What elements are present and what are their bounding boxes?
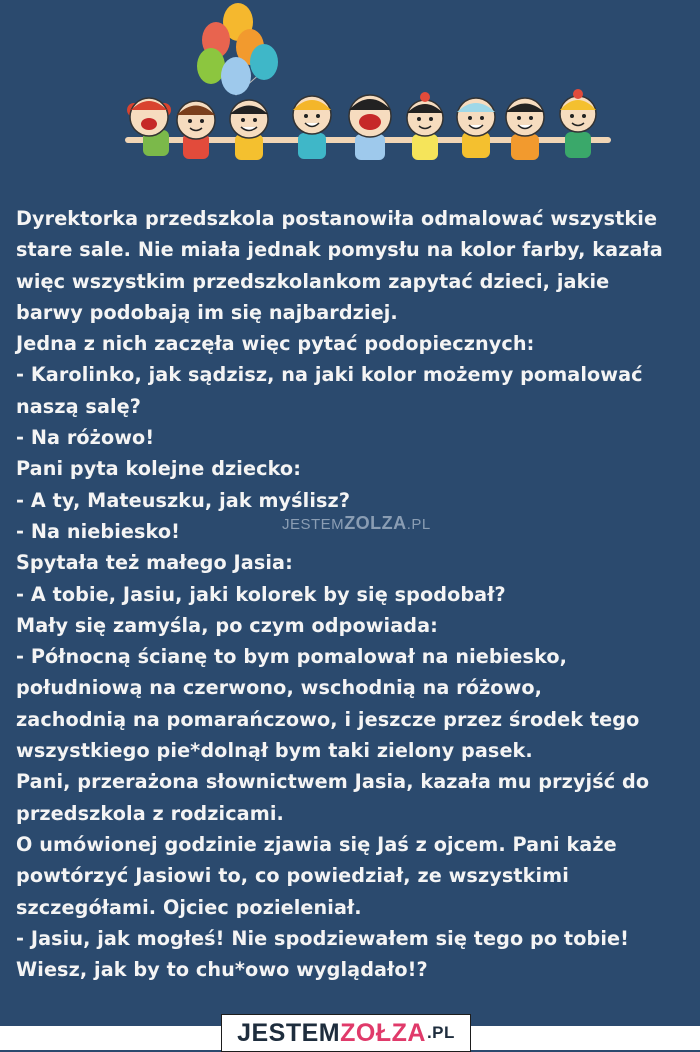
story-line: O umówionej godzinie zjawia się Jaś z ojcem. Pani każe [16, 832, 617, 856]
story-line: zachodnią na pomarańczowo, i jeszcze przez środek tego [16, 707, 640, 731]
story-line: więc wszystkim przedszkolankom zapytać dzieci, jakie [16, 269, 610, 293]
logo-part-jestem: JESTEM [237, 1018, 341, 1047]
story-line: Wiesz, jak by to chu*owo wyglądało!? [16, 958, 428, 982]
story-line: Pani, przerażona słownictwem Jasia, kazała mu przyjść do [16, 770, 650, 794]
kids-row [127, 89, 608, 160]
story-line: - Północną ścianę to bym pomalował na niebiesko, [16, 645, 568, 669]
story-line: Spytała też małego Jasia: [16, 551, 293, 575]
watermark: JESTEMZOLZA.PL [282, 513, 431, 533]
story-line: - Jasiu, jak mogłeś! Nie spodziewałem się tego po tobie! [16, 926, 629, 950]
site-logo[interactable] [221, 1014, 471, 1052]
story-line: wszystkiego pie*dolnął bym taki zielony pasek. [16, 739, 533, 763]
story-line: barwy podobają im się najbardziej. [16, 300, 398, 324]
story-line: - Na niebiesko! [16, 519, 181, 543]
story-line: - A tobie, Jasiu, jaki kolorek by się spodobał? [16, 582, 506, 606]
story-line: szczegółami. Ojciec pozieleniał. [16, 895, 362, 919]
story-line: stare sale. Nie miała jednak pomysłu na kolor farby, kazała [16, 238, 663, 262]
story-line: Mały się zamyśla, po czym odpowiada: [16, 613, 438, 637]
story-line: naszą salę? [16, 394, 142, 418]
story-line: południową na czerwono, wschodnią na różowo, [16, 676, 543, 700]
logo-part-pl: .PL [426, 1023, 455, 1042]
story-line: powtórzyć Jasiowi to, co powiedział, ze wszystkimi [16, 864, 569, 888]
story-line: Jedna z nich zaczęła więc pytać podopiecznych: [16, 332, 535, 356]
joke-text [16, 203, 686, 985]
children-illustration [0, 0, 700, 190]
balloons-icon [197, 3, 278, 95]
logo-part-zolza: ZOŁZA [340, 1018, 426, 1047]
story-line: - Na różowo! [16, 426, 155, 450]
story-line: Dyrektorka przedszkola postanowiła odmalować wszystkie [16, 207, 658, 230]
story-line: Pani pyta kolejne dziecko: [16, 457, 301, 481]
story-line: - Karolinko, jak sądzisz, na jaki kolor możemy pomalować [16, 363, 643, 387]
story-line: przedszkola z rodzicami. [16, 801, 284, 825]
story-line: - A ty, Mateuszku, jak myślisz? [16, 488, 351, 512]
